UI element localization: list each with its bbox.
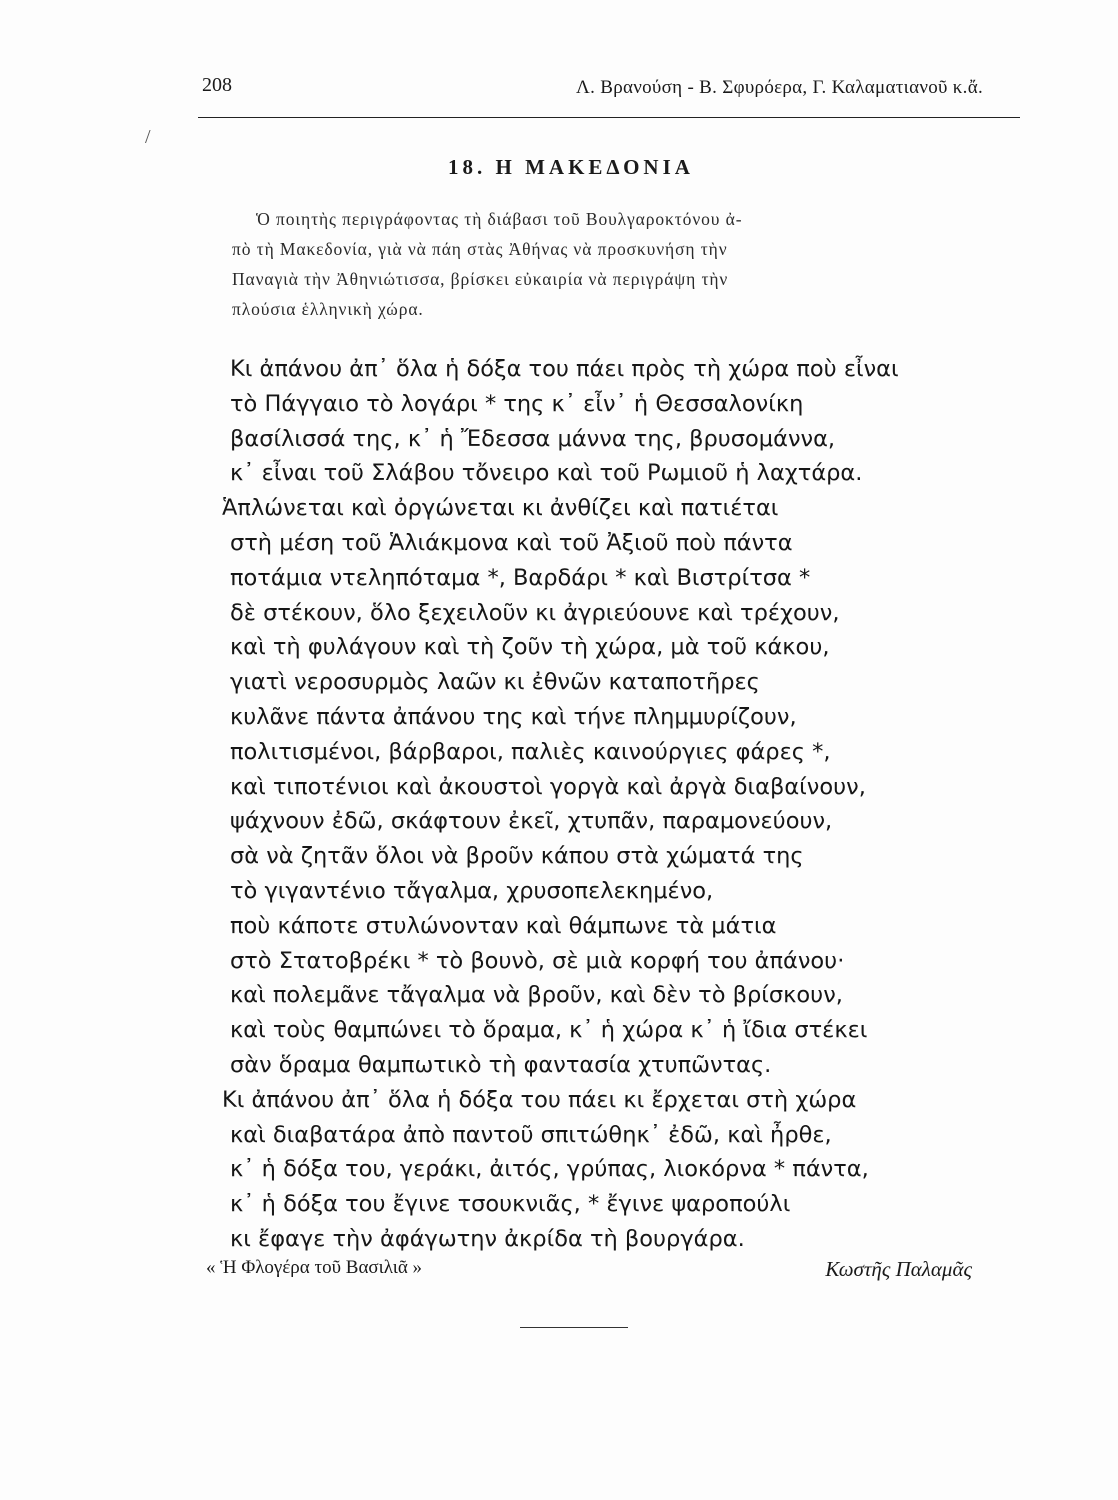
poem-line: κυλᾶνε πάντα ἀπάνου της καὶ τήνε πλημμυρίζουν, [230, 704, 797, 730]
poem-line: κι ἔφαγε τὴν ἀφάγωτην ἀκρίδα τὴ βουργάρα. [230, 1226, 745, 1252]
margin-mark: / [145, 126, 151, 148]
poem-line: Κι ἀπάνου ἀπ᾽ ὅλα ἡ δόξα του πάει κι ἔρχεται στὴ χώρα [222, 1086, 857, 1113]
poem-line: καὶ τοὺς θαμπώνει τὸ ὅραμα, κ᾽ ἡ χώρα κ᾽ ἡ ἴδια στέκει [230, 1017, 868, 1044]
poem-line: ψάχνουν ἐδῶ, σκάφτουν ἐκεῖ, χτυπᾶν, παραμονεύουν, [230, 808, 833, 835]
section-title: 18. Η ΜΑΚΕΔΟΝΙΑ [448, 155, 694, 179]
poem-line: στὸ Στατοβρέκι * τὸ βουνὸ, σὲ μιὰ κορφή του ἀπάνου· [230, 947, 845, 974]
poem-line: βασίλισσά της, κ᾽ ἡ Ἔδεσσα μάννα της, βρυσομάννα, [230, 425, 836, 452]
header-rule [198, 117, 1020, 118]
poem-line: καὶ πολεμᾶνε τἄγαλμα νὰ βροῦν, καὶ δὲν τὸ βρίσκουν, [230, 982, 843, 1009]
poem-line: Ἁπλώνεται καὶ ὀργώνεται κι ἀνθίζει καὶ πατιέται [222, 495, 779, 522]
poem-line: τὸ γιγαντένιο τἄγαλμα, χρυσοπελεκημένο, [230, 878, 714, 904]
poem-line: δὲ στέκουν, ὅλο ξεχειλοῦν κι ἀγριεύουνε καὶ τρέχουν, [230, 599, 840, 626]
poem-line: ποτάμια ντεληπόταμα *, Βαρδάρι * καὶ Βιστρίτσα * [230, 564, 811, 591]
poem-line: κ᾽ ἡ δόξα του, γεράκι, ἀιτός, γρύπας, λιοκόρνα * πάντα, [230, 1156, 869, 1183]
author-name: Κωστῆς Παλαμᾶς [825, 1257, 972, 1281]
source-citation: « Ἡ Φλογέρα τοῦ Βασιλιᾶ » [206, 1257, 423, 1278]
page-number: 208 [202, 74, 232, 96]
intro-line: πλούσια ἑλληνικὴ χώρα. [232, 299, 424, 319]
end-rule [520, 1327, 628, 1328]
running-header: Λ. Βρανούση - Β. Σφυρόερα, Γ. Καλαματιανοῦ κ.ἄ. [576, 77, 983, 98]
poem-line: πολιτισμένοι, βάρβαροι, παλιὲς καινούργιες φάρες *, [230, 738, 831, 765]
poem-line: σὰ νὰ ζητᾶν ὅλοι νὰ βροῦν κάπου στὰ χώματά της [230, 843, 804, 870]
poem-line: Κι ἀπάνου ἀπ᾽ ὅλα ἡ δόξα του πάει πρὸς τὴ χώρα ποὺ εἶναι [230, 356, 899, 382]
poem-line: στὴ μέση τοῦ Ἁλιάκμονα καὶ τοῦ Ἀξιοῦ ποὺ πάντα [230, 530, 793, 556]
intro-line: Ὁ ποιητὴς περιγράφοντας τὴ διάβασι τοῦ Βουλγαροκτόνου ἀ- [256, 209, 743, 229]
poem-line: κ᾽ εἶναι τοῦ Σλάβου τὄνειρο καὶ τοῦ Ρωμιοῦ ἡ λαχτάρα. [230, 460, 863, 487]
poem-line: γιατὶ νεροσυρμὸς λαῶν κι ἐθνῶν καταποτῆρες [230, 669, 760, 696]
poem-line: σὰν ὅραμα θαμπωτικὸ τὴ φαντασία χτυπῶντας. [230, 1052, 772, 1078]
poem-line: καὶ τὴ φυλάγουν καὶ τὴ ζοῦν τὴ χώρα, μὰ τοῦ κάκου, [230, 634, 830, 661]
poem-line: ποὺ κάποτε στυλώνονταν καὶ θάμπωνε τὰ μάτια [230, 912, 777, 939]
poem-line: καὶ διαβατάρα ἀπὸ παντοῦ σπιτώθηκ᾽ ἐδῶ, καὶ ἦρθε, [230, 1121, 832, 1148]
poem-line: καὶ τιποτένιοι καὶ ἀκουστοὶ γοργὰ καὶ ἀργὰ διαβαίνουν, [230, 773, 866, 800]
poem-line: κ᾽ ἡ δόξα του ἔγινε τσουκνιᾶς, * ἔγινε ψαροπούλι [230, 1191, 791, 1218]
intro-line: πὸ τὴ Μακεδονία, γιὰ νὰ πάη στὰς Ἀθήνας νὰ προσκυνήση τὴν [232, 239, 728, 259]
intro-line: Παναγιὰ τὴν Ἀθηνιώτισσα, βρίσκει εὐκαιρία νὰ περιγράψη τὴν [232, 269, 729, 289]
poem-line: τὸ Πάγγαιο τὸ λογάρι * της κ᾽ εἶν᾽ ἡ Θεσσαλονίκη [230, 390, 804, 417]
